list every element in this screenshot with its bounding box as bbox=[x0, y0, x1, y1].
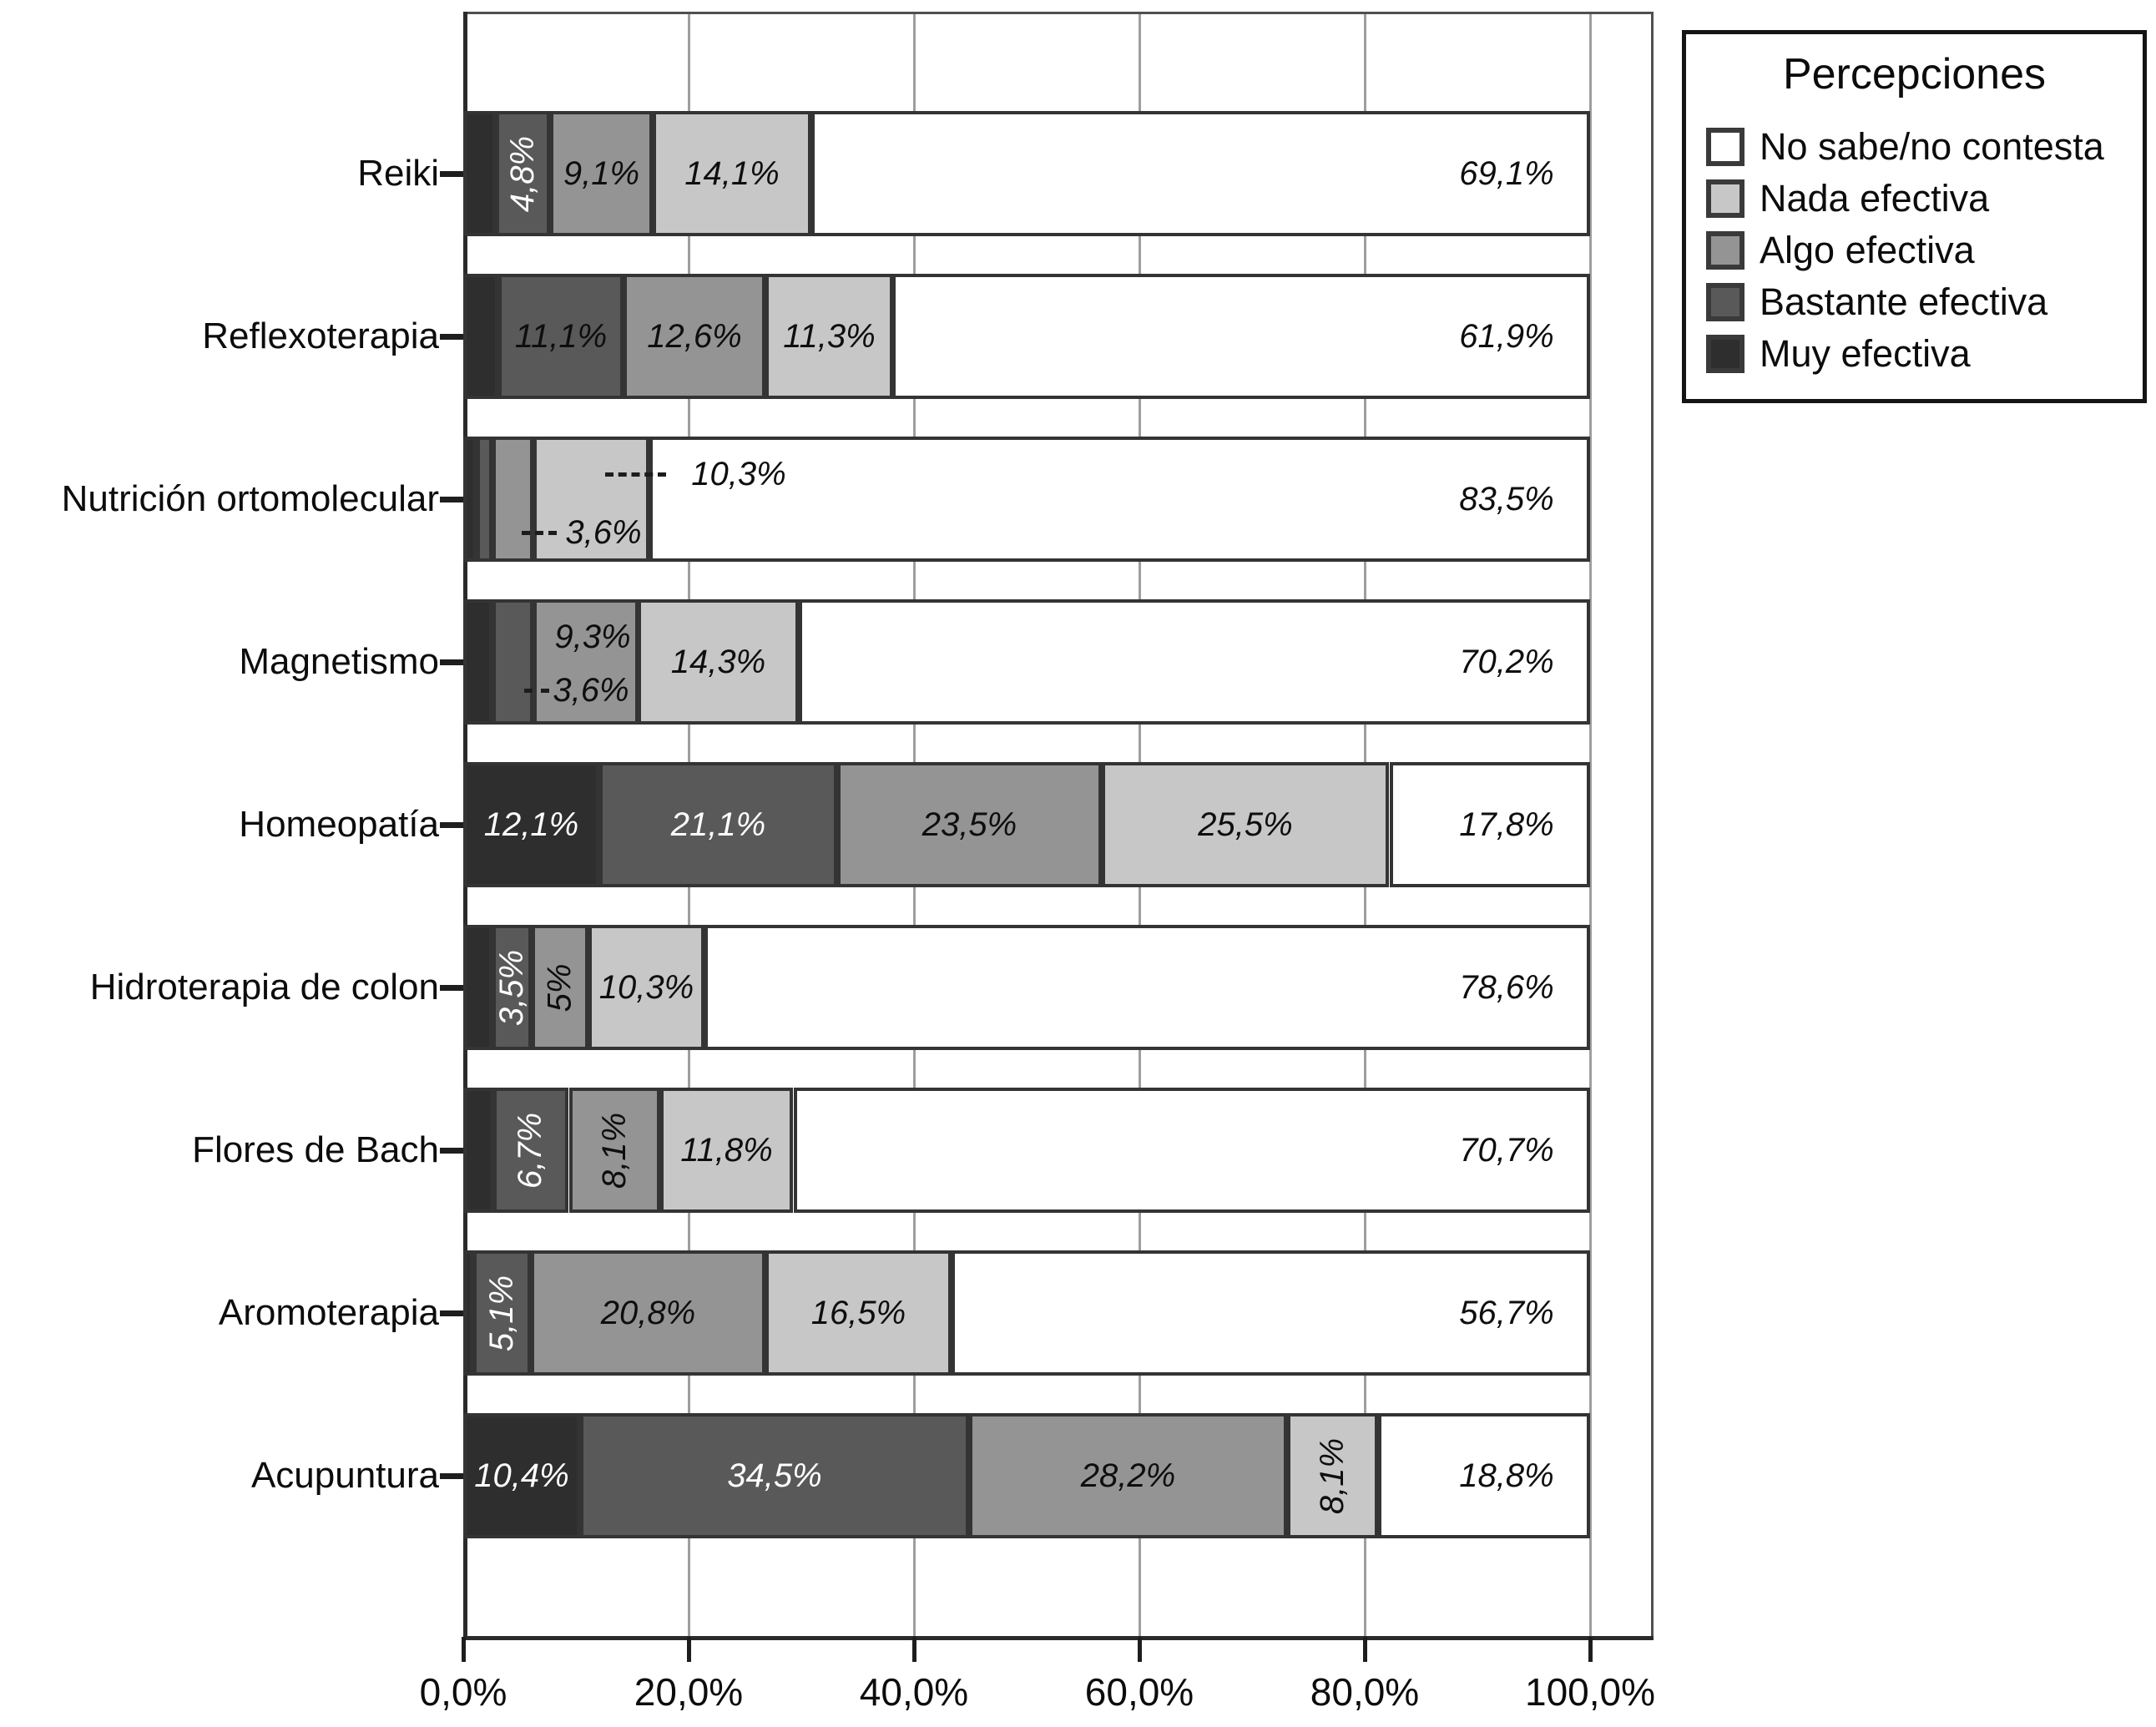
segment-label: 5% bbox=[541, 963, 578, 1012]
bar-row-aromoterapia bbox=[463, 1250, 1590, 1376]
y-tick-flores-de-bach bbox=[440, 1148, 464, 1154]
segment-label-right: 56,7% bbox=[1459, 1294, 1554, 1331]
segment-label: 8,1% bbox=[595, 1112, 633, 1189]
segment-acupuntura-algo-efectiva bbox=[969, 1413, 1287, 1538]
segment-label-leader: 9,3% bbox=[554, 618, 631, 655]
category-label-reflexoterapia: Reflexoterapia bbox=[202, 316, 439, 356]
segment-reflexoterapia-muy-efectiva bbox=[463, 274, 498, 399]
segment-reiki-bastante-efectiva bbox=[496, 111, 550, 236]
legend-swatch-icon bbox=[1706, 231, 1744, 270]
segment-label: 9,1% bbox=[563, 154, 640, 192]
legend-item-label: Nada efectiva bbox=[1760, 177, 1990, 220]
segment-reiki-algo-efectiva bbox=[550, 111, 653, 236]
legend-item-no-sabe-no-contesta bbox=[1706, 121, 2143, 173]
y-tick-reflexoterapia bbox=[440, 334, 464, 340]
segment-label: 12,1% bbox=[483, 805, 579, 843]
bar-row-nutricion-ortomolecular bbox=[463, 437, 1590, 562]
y-tick-reiki bbox=[440, 171, 464, 177]
segment-hidroterapia-de-colon-nada-efectiva bbox=[588, 925, 704, 1050]
legend-items bbox=[1706, 121, 2143, 380]
x-tick-80pct bbox=[1363, 1637, 1367, 1662]
segment-flores-de-bach-bastante-efectiva bbox=[493, 1088, 568, 1213]
category-label-flores-de-bach: Flores de Bach bbox=[192, 1129, 439, 1170]
segment-label: 28,2% bbox=[1080, 1457, 1176, 1494]
segment-label-right: 17,8% bbox=[1459, 805, 1554, 843]
label-leader-line bbox=[605, 472, 666, 477]
segment-acupuntura-nada-efectiva bbox=[1287, 1413, 1378, 1538]
segment-reiki-muy-efectiva bbox=[463, 111, 496, 236]
segment-hidroterapia-de-colon-muy-efectiva bbox=[463, 925, 492, 1050]
x-tick-60pct bbox=[1138, 1637, 1142, 1662]
category-label-hidroterapia-de-colon: Hidroterapia de colon bbox=[89, 967, 439, 1007]
legend-item-label: No sabe/no contesta bbox=[1760, 125, 2104, 168]
category-label-magnetismo: Magnetismo bbox=[239, 641, 439, 682]
segment-reflexoterapia-algo-efectiva bbox=[624, 274, 765, 399]
segment-label: 5,1% bbox=[483, 1275, 521, 1351]
legend-item-algo-efectiva bbox=[1706, 225, 2143, 276]
segment-flores-de-bach-muy-efectiva bbox=[463, 1088, 493, 1213]
legend-item-label: Algo efectiva bbox=[1760, 229, 1975, 271]
segment-aromoterapia-algo-efectiva bbox=[531, 1250, 765, 1376]
x-axis-label-80pct: 80,0% bbox=[1310, 1670, 1420, 1714]
y-tick-nutricion-ortomolecular bbox=[440, 497, 464, 502]
segment-label-leader: 3,6% bbox=[553, 671, 629, 709]
legend-item-label: Muy efectiva bbox=[1760, 332, 1971, 375]
y-tick-magnetismo bbox=[440, 659, 464, 665]
legend-swatch-icon bbox=[1706, 335, 1744, 373]
segment-homeopatia-nada-efectiva bbox=[1102, 762, 1389, 887]
segment-label: 21,1% bbox=[670, 805, 766, 843]
x-tick-0pct bbox=[462, 1637, 466, 1662]
segment-label: 3,5% bbox=[493, 949, 531, 1026]
segment-flores-de-bach-nada-efectiva bbox=[660, 1088, 793, 1213]
y-tick-homeopatia bbox=[440, 822, 464, 828]
x-tick-40pct bbox=[912, 1637, 916, 1662]
legend-item-bastante-efectiva bbox=[1706, 276, 2143, 328]
bar-row-homeopatia bbox=[463, 762, 1590, 887]
segment-flores-de-bach-algo-efectiva bbox=[569, 1088, 660, 1213]
segment-label-right: 70,2% bbox=[1459, 643, 1554, 680]
legend-swatch-icon bbox=[1706, 179, 1744, 218]
category-label-acupuntura: Acupuntura bbox=[250, 1455, 439, 1496]
segment-nutricion-ortomolecular-bastante-efectiva bbox=[477, 437, 492, 562]
segment-label-leader: 3,6% bbox=[565, 513, 642, 551]
segment-label: 14,1% bbox=[684, 154, 780, 192]
plot-frame-top bbox=[463, 12, 1654, 14]
segment-label: 25,5% bbox=[1198, 805, 1293, 843]
segment-aromoterapia-bastante-efectiva bbox=[473, 1250, 531, 1376]
segment-reflexoterapia-bastante-efectiva bbox=[498, 274, 624, 399]
category-label-homeopatia: Homeopatía bbox=[239, 804, 439, 845]
segment-label-right: 18,8% bbox=[1459, 1457, 1554, 1494]
segment-acupuntura-bastante-efectiva bbox=[580, 1413, 969, 1538]
y-tick-acupuntura bbox=[440, 1473, 464, 1479]
segment-label: 6,7% bbox=[512, 1112, 549, 1189]
segment-label: 4,8% bbox=[504, 135, 542, 212]
segment-label-right: 83,5% bbox=[1459, 480, 1554, 518]
legend-swatch-icon bbox=[1706, 283, 1744, 321]
legend-item-label: Bastante efectiva bbox=[1760, 280, 2048, 323]
segment-magnetismo-muy-efectiva bbox=[463, 599, 492, 725]
bar-row-acupuntura bbox=[463, 1413, 1590, 1538]
segment-label: 11,1% bbox=[514, 317, 608, 355]
bar-row-flores-de-bach bbox=[463, 1088, 1590, 1213]
segment-label: 8,1% bbox=[1313, 1437, 1351, 1514]
legend bbox=[1682, 30, 2147, 403]
bar-row-reflexoterapia bbox=[463, 274, 1590, 399]
x-axis-label-40pct: 40,0% bbox=[859, 1670, 969, 1714]
category-label-nutricion-ortomolecular: Nutrición ortomolecular bbox=[61, 478, 439, 519]
segment-label: 10,4% bbox=[474, 1457, 569, 1494]
bar-row-magnetismo bbox=[463, 599, 1590, 725]
plot-frame-right bbox=[1651, 12, 1654, 1640]
segment-label: 14,3% bbox=[670, 643, 766, 680]
segment-aromoterapia-muy-efectiva bbox=[463, 1250, 473, 1376]
bar-row-hidroterapia-de-colon bbox=[463, 925, 1590, 1050]
y-tick-hidroterapia-de-colon bbox=[440, 985, 464, 991]
segment-label: 11,3% bbox=[783, 317, 876, 355]
segment-homeopatia-bastante-efectiva bbox=[599, 762, 837, 887]
x-axis-label-60pct: 60,0% bbox=[1084, 1670, 1194, 1714]
segment-label: 12,6% bbox=[647, 317, 742, 355]
bar-row-reiki bbox=[463, 111, 1590, 236]
segment-label: 11,8% bbox=[680, 1131, 773, 1169]
segment-hidroterapia-de-colon-bastante-efectiva bbox=[492, 925, 532, 1050]
x-axis-line bbox=[463, 1636, 1654, 1640]
x-axis-label-100pct: 100,0% bbox=[1524, 1670, 1655, 1714]
segment-label-right: 69,1% bbox=[1459, 154, 1554, 192]
segment-label: 10,3% bbox=[598, 968, 694, 1006]
x-tick-100pct bbox=[1588, 1637, 1593, 1662]
segment-nutricion-ortomolecular-muy-efectiva bbox=[463, 437, 477, 562]
legend-swatch-icon bbox=[1706, 128, 1744, 166]
segment-label: 20,8% bbox=[600, 1294, 696, 1331]
category-label-reiki: Reiki bbox=[357, 153, 439, 194]
plot-area bbox=[463, 12, 1654, 1640]
segment-label: 23,5% bbox=[921, 805, 1017, 843]
segment-label-right: 61,9% bbox=[1459, 317, 1554, 355]
segment-reiki-nada-efectiva bbox=[653, 111, 811, 236]
y-tick-aromoterapia bbox=[440, 1310, 464, 1316]
segment-homeopatia-algo-efectiva bbox=[837, 762, 1102, 887]
x-axis-label-20pct: 20,0% bbox=[634, 1670, 744, 1714]
segment-acupuntura-muy-efectiva bbox=[463, 1413, 580, 1538]
x-axis-label-0pct: 0,0% bbox=[419, 1670, 507, 1714]
segment-aromoterapia-nada-efectiva bbox=[765, 1250, 952, 1376]
legend-item-nada-efectiva bbox=[1706, 173, 2143, 225]
segment-label-right: 78,6% bbox=[1459, 968, 1554, 1006]
legend-title: Percepciones bbox=[1782, 50, 2047, 98]
segment-reflexoterapia-nada-efectiva bbox=[765, 274, 893, 399]
segment-hidroterapia-de-colon-algo-efectiva bbox=[532, 925, 588, 1050]
segment-homeopatia-muy-efectiva bbox=[463, 762, 599, 887]
category-label-aromoterapia: Aromoterapia bbox=[218, 1292, 439, 1333]
segment-label: 16,5% bbox=[810, 1294, 906, 1331]
segment-label-right: 70,7% bbox=[1459, 1131, 1554, 1169]
segment-label: 34,5% bbox=[727, 1457, 822, 1494]
legend-item-muy-efectiva bbox=[1706, 328, 2143, 380]
segment-label-leader: 10,3% bbox=[691, 455, 786, 492]
x-tick-20pct bbox=[687, 1637, 691, 1662]
